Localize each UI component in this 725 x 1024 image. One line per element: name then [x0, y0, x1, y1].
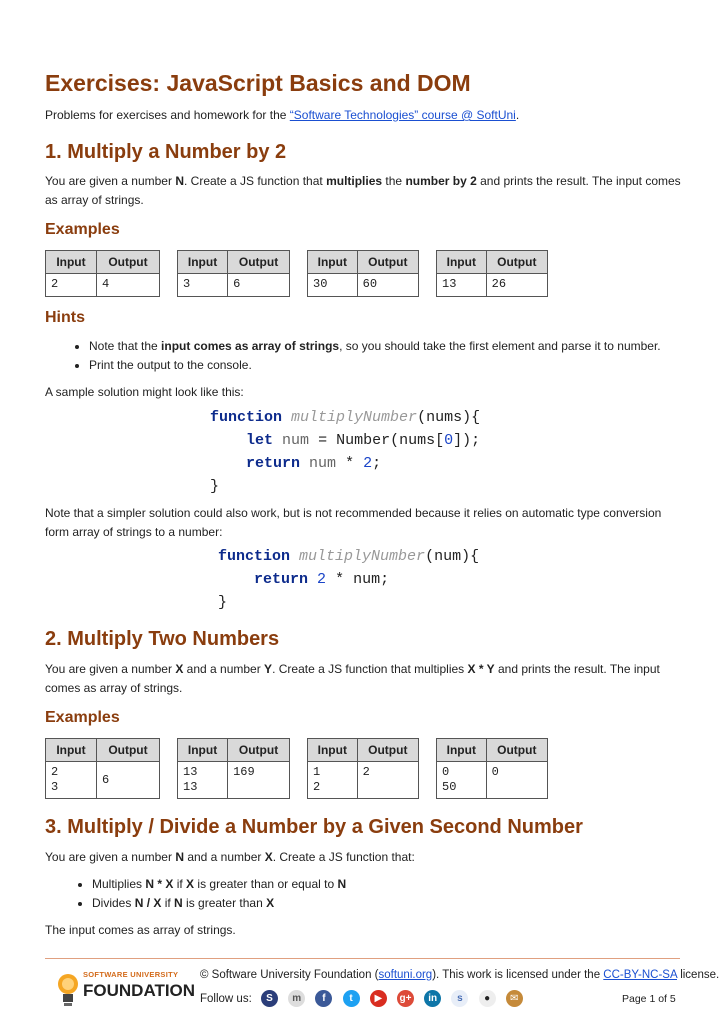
page-number: Page 1 of 5 [622, 993, 676, 1005]
example-table [307, 250, 419, 297]
note-paragraph: Note that a simpler solution could also work, but is not recommended because it relies on automatic type conversion form array of strings to a number: [45, 506, 662, 539]
example-table [45, 738, 160, 799]
output-cell: 0 [486, 762, 547, 799]
output-cell: 2 [357, 762, 418, 799]
problem-1-description: You are given a number N. Create a JS function that multiplies the number by 2 and prints the result. The input comes as array of strings. [45, 174, 681, 207]
softuni-foundation-logo[interactable] [55, 966, 196, 1014]
code-block-1: function multiplyNumber(nums){ let num = Number(nums[0]); return num * 2; } [210, 409, 481, 495]
problem-3-tail: The input comes as array of strings. [45, 923, 236, 937]
follow-us-row [200, 990, 530, 1007]
input-header: Input [178, 739, 228, 762]
sample-solution-text: A sample solution might look like this: [45, 385, 244, 399]
output-cell: 169 [228, 762, 290, 799]
course-link[interactable]: “Software Technologies” course @ SoftUni [289, 108, 516, 122]
problem-3-description: You are given a number N and a number X. Create a JS function that: [45, 850, 415, 864]
footer-copyright: © Software University Foundation (softuni.org). This work is licensed under the CC-BY-NC-SA license. [200, 969, 720, 981]
output-header: Output [486, 739, 547, 762]
hints-list [45, 337, 725, 375]
input-header: Input [308, 739, 358, 762]
input-header: Input [437, 251, 487, 274]
example-table [436, 250, 548, 297]
example-table [436, 738, 548, 799]
input-cell: 2 [46, 274, 97, 297]
logo-bottom-text: FOUNDATION [83, 981, 196, 1000]
problem-2-heading: 2. Multiply Two Numbers [45, 628, 280, 650]
example-table [307, 738, 419, 799]
meetup-icon[interactable]: m [288, 990, 305, 1007]
github-icon[interactable]: ● [479, 990, 496, 1007]
output-cell: 4 [96, 274, 159, 297]
slideshare-icon[interactable]: s [451, 990, 468, 1007]
output-cell: 60 [357, 274, 418, 297]
logo-top-text: SOFTWARE UNIVERSITY [83, 970, 179, 979]
input-header: Input [308, 251, 358, 274]
problem-1-heading: 1. Multiply a Number by 2 [45, 141, 287, 163]
output-header: Output [357, 251, 418, 274]
code-block-2: function multiplyNumber(num){ return 2 * num; } [218, 548, 480, 611]
output-header: Output [228, 251, 290, 274]
lightbulb-logo-icon [55, 970, 81, 1010]
output-cell: 6 [228, 274, 290, 297]
follow-us-label: Follow us: [200, 992, 252, 1005]
input-header: Input [178, 251, 228, 274]
examples-heading: Examples [45, 221, 120, 238]
intro-paragraph [45, 106, 519, 125]
list-item: • Divides N / X if N is greater than X [92, 894, 346, 913]
softuni-icon[interactable]: S [261, 990, 278, 1007]
input-header: Input [46, 251, 97, 274]
input-cell: 0 50 [437, 762, 487, 799]
email-icon[interactable]: ✉ [506, 990, 523, 1007]
output-header: Output [486, 251, 547, 274]
input-cell: 1 2 [308, 762, 358, 799]
hint-item: • Note that the input comes as array of strings, so you should take the first element and parse it to number. [89, 337, 725, 356]
input-cell: 30 [308, 274, 358, 297]
input-cell: 13 [437, 274, 487, 297]
youtube-icon[interactable]: ▶ [370, 990, 387, 1007]
input-cell: 2 3 [46, 762, 97, 799]
linkedin-icon[interactable]: in [424, 990, 441, 1007]
hint-item: • Print the output to the console. [89, 356, 725, 375]
list-item: • Multiplies N * X if X is greater than or equal to N [92, 875, 346, 894]
facebook-icon[interactable]: f [315, 990, 332, 1007]
input-cell: 13 13 [178, 762, 228, 799]
twitter-icon[interactable]: t [343, 990, 360, 1007]
example-table [177, 738, 290, 799]
examples-heading: Examples [45, 709, 120, 726]
output-header: Output [228, 739, 290, 762]
example-table [177, 250, 290, 297]
example-table [45, 250, 160, 297]
output-cell: 26 [486, 274, 547, 297]
output-cell: 6 [96, 762, 159, 799]
page-title: Exercises: JavaScript Basics and DOM [45, 70, 471, 96]
input-header: Input [46, 739, 97, 762]
problem-3-list [48, 875, 346, 913]
footer-divider [45, 958, 680, 959]
output-header: Output [357, 739, 418, 762]
output-header: Output [96, 251, 159, 274]
google-plus-icon[interactable]: g+ [397, 990, 414, 1007]
softuni-link[interactable]: softuni.org [378, 969, 433, 981]
input-header: Input [437, 739, 487, 762]
license-link[interactable]: CC-BY-NC-SA [603, 969, 677, 981]
intro-end: . [515, 108, 520, 122]
output-header: Output [96, 739, 159, 762]
problem-2-description: You are given a number X and a number Y. Create a JS function that multiplies X * Y and prints the result. The input comes as array of strings. [45, 662, 660, 695]
hints-heading: Hints [45, 309, 85, 326]
intro-text: Problems for exercises and homework for the [45, 108, 290, 122]
input-cell: 3 [178, 274, 228, 297]
problem-3-heading: 3. Multiply / Divide a Number by a Given Second Number [45, 816, 583, 838]
